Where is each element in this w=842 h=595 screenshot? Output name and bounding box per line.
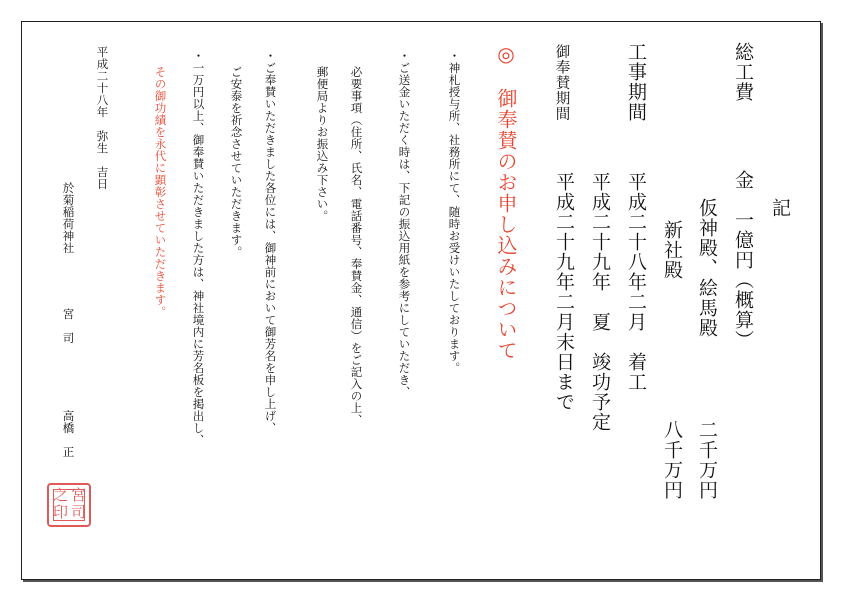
section-heading: ◎ 御奉賛のお申し込みについて (494, 42, 518, 361)
bullet-4: ・一万円以上、御奉賛いただきました方は、神社境内に芳名板を掲出し、 (191, 50, 206, 446)
construction-start: 平成二十八年二月 着工 (625, 172, 647, 392)
cost-item2-name: 新社殿 (661, 220, 683, 280)
donation-period-value: 平成二十九年二月末日まで (553, 172, 575, 412)
construction-end: 平成二十九年 夏 竣功予定 (589, 172, 611, 432)
construction-period-label: 工事期間 (625, 42, 647, 122)
priest-name: 高橋 正 (61, 410, 76, 458)
priest-title: 宮 司 (61, 308, 76, 344)
cost-item2-amount: 八千万円 (661, 420, 683, 500)
cost-item1-amount: 二千万円 (696, 420, 718, 500)
title: 記 (769, 198, 791, 218)
cost-item1-name: 仮神殿、絵馬殿 (696, 198, 718, 338)
bullet-2-cont1: 必要事項（住所、氏名、電話番号、奉賛金、通信）をご記入の上、 (349, 66, 364, 426)
bullet-3-cont: ご安泰を祈念させていただきます。 (229, 66, 244, 258)
bullet-2: ・ご送金いただく時は、下記の振込用紙を参考にしていただき、 (397, 50, 412, 398)
bullet-4-cont: その御功績を永代に顕彰させていただきます。 (153, 66, 168, 318)
bullet-1: ・神札授与所、社務所にて、随時お受けいたしております。 (447, 50, 462, 374)
donation-period-label: 御奉賛期間 (553, 44, 570, 122)
shrine-name: 於菊稲荷神社 (61, 182, 76, 254)
issue-date: 平成二十八年 弥生 吉日 (95, 46, 110, 190)
shrine-seal: 宮 司 之 印 (47, 483, 91, 527)
bullet-3: ・ご奉賛いただきました各位には、御神前において御芳名を申し上げ、 (263, 50, 278, 434)
total-cost-label: 総工費 (732, 42, 754, 102)
bullet-2-cont2: 郵便局よりお振込み下さい。 (315, 66, 330, 222)
total-cost-value: 金 一億円（概算） (732, 170, 754, 350)
